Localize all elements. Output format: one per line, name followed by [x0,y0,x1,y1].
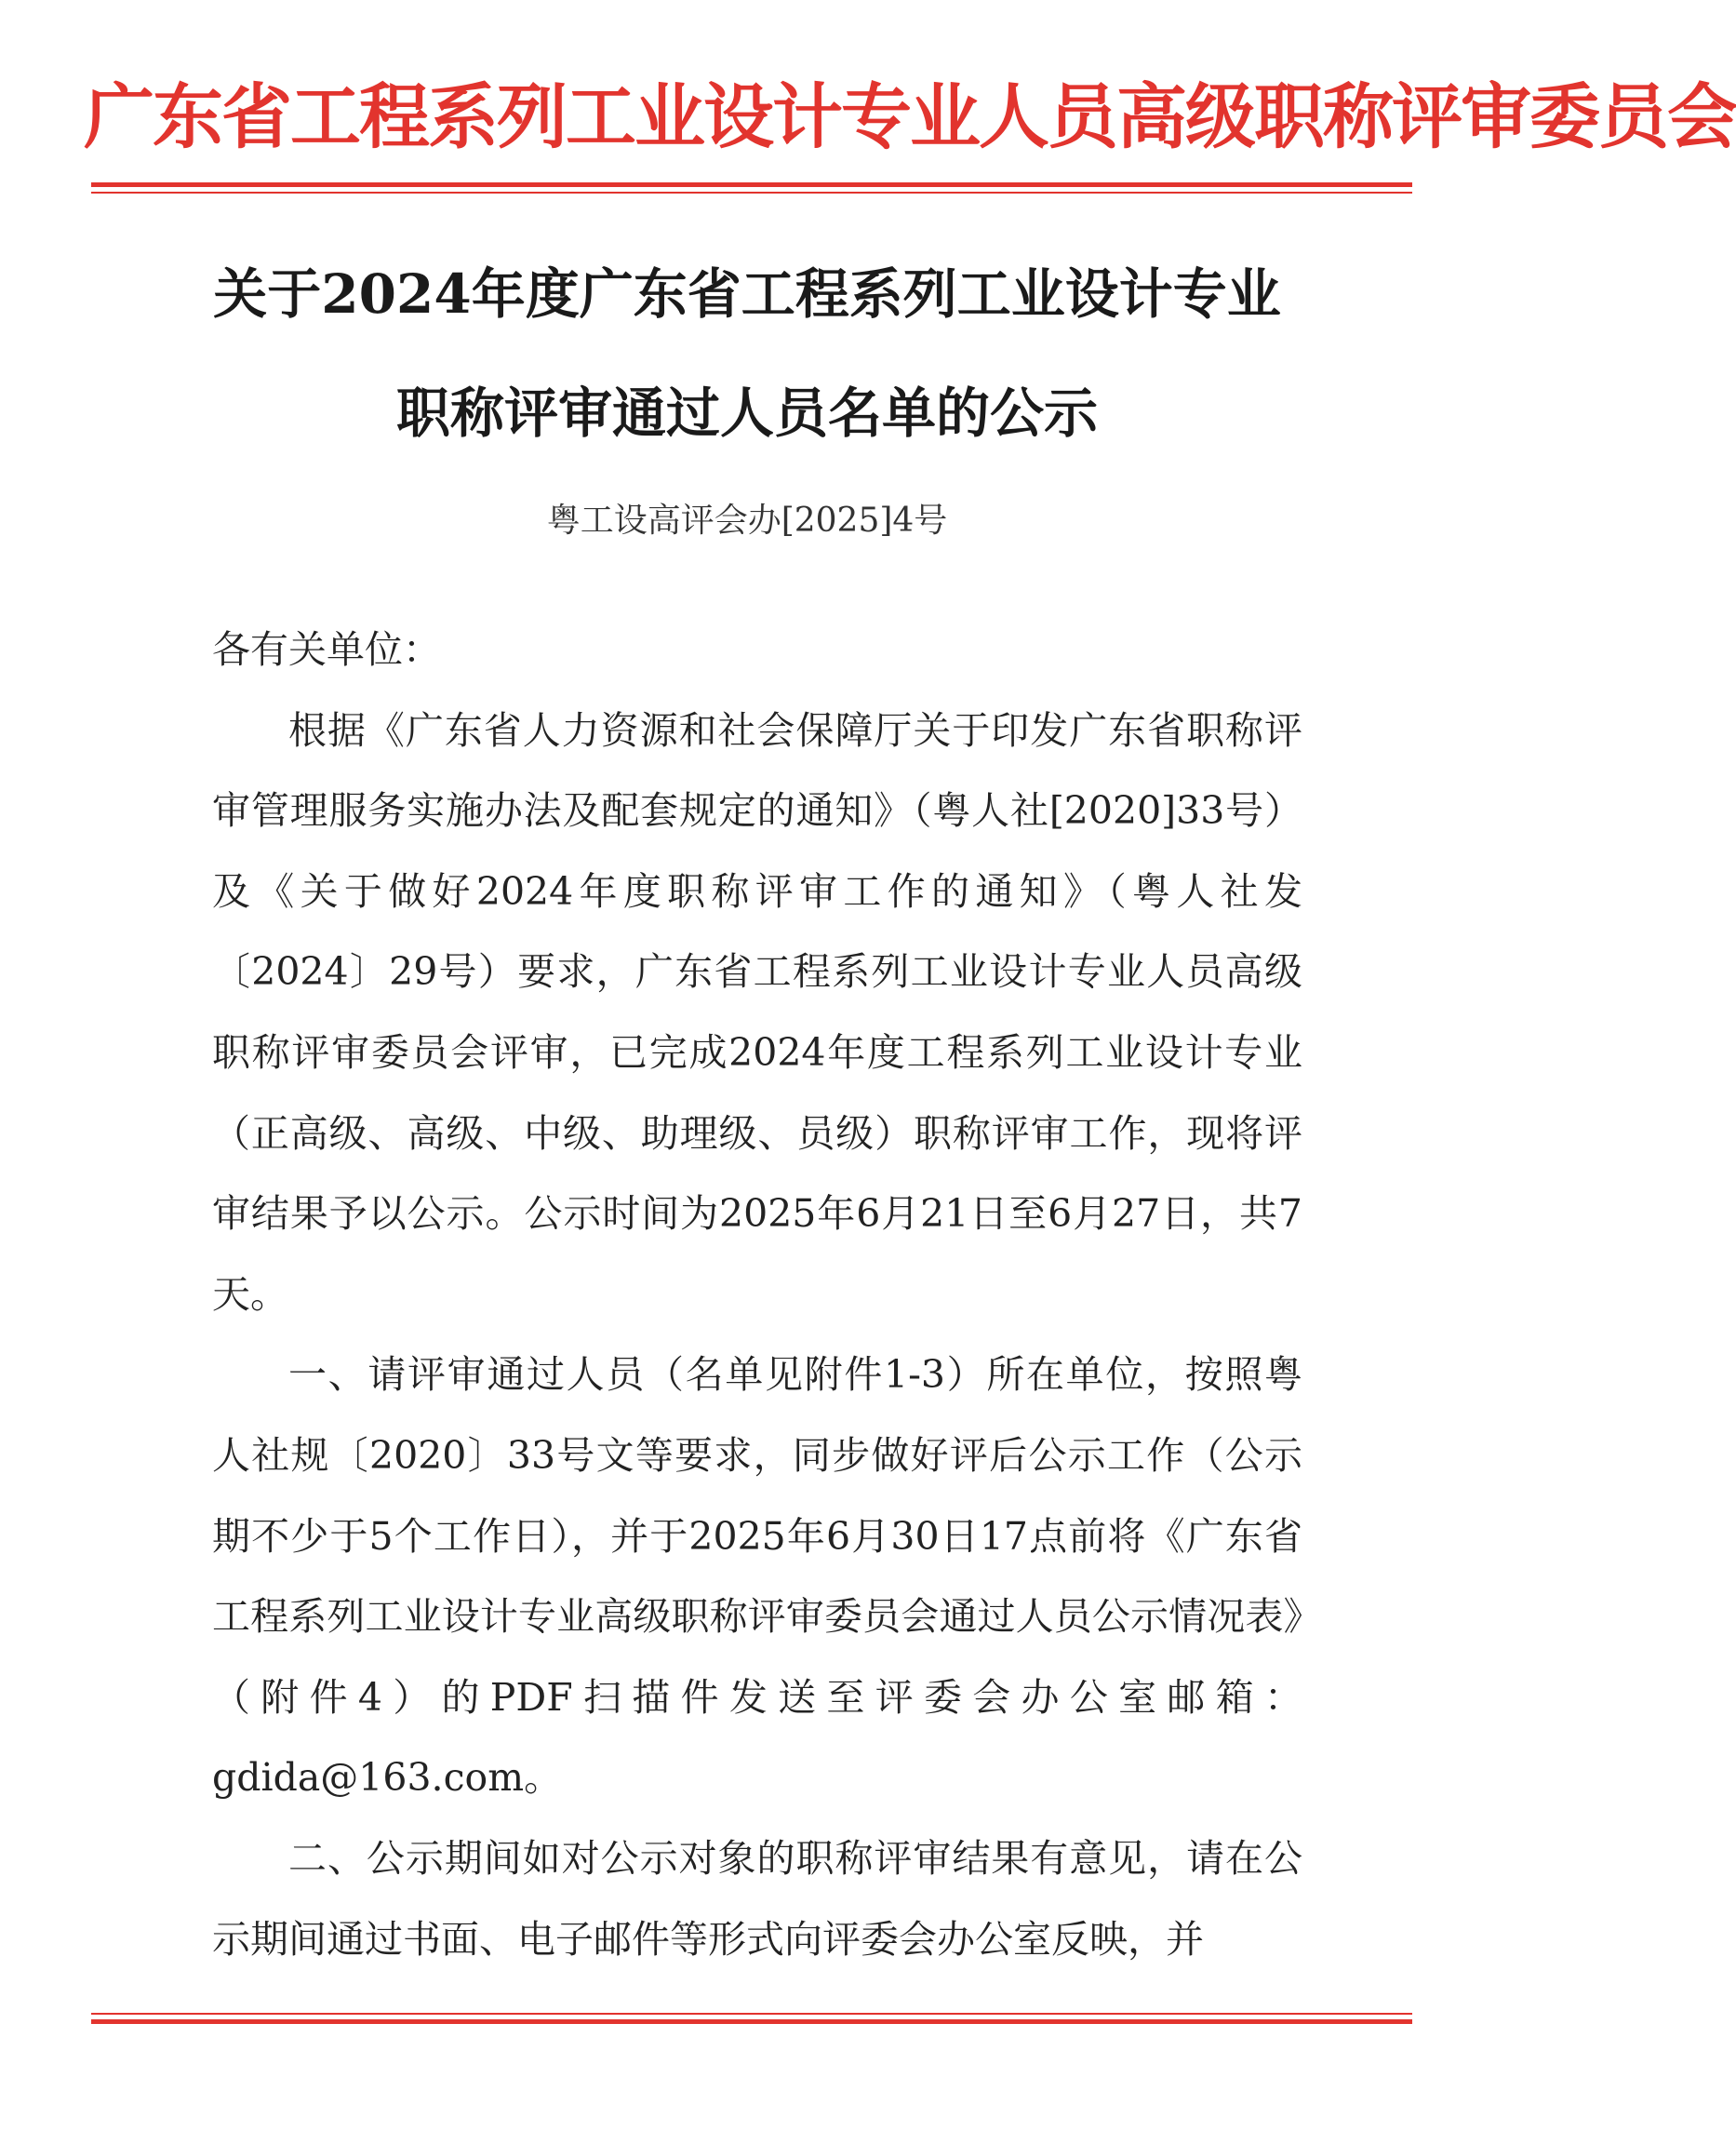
paragraph-2: 一、请评审通过人员（名单见附件1-3）所在单位，按照粤人社规〔2020〕33号文等要求，同步做好评后公示工作（公示期不少于5个工作日），并于2025年6月30日17点前将《广东省工程系列工业设计专业高级职称评审委员会通过人员公示情况表》（附件4）的PDF扫描件发送至评委会办公室邮箱：gdida@163.com。 [212,1352,1302,1801]
document-title-line-1: 关于2024年度广东省工程系列工业设计专业 [213,262,1281,326]
paragraph-3: 二、公示期间如对公示对象的职称评审结果有意见，请在公示期间通过书面、电子邮件等形式向评委会办公室反映，并 [212,1835,1302,1962]
salutation: 各有关单位： [212,627,441,672]
issuing-organization-header: 广东省工程系列工业设计专业人员高级职称评审委员会 [84,75,1736,158]
footer-rule-thin [91,2013,1412,2015]
paragraph-1: 根据《广东省人力资源和社会保障厅关于印发广东省职称评审管理服务实施办法及配套规定的通知》（粤人社[2020]33号）及《关于做好2024年度职称评审工作的通知》（粤人社发〔2024〕29号）要求，广东省工程系列工业设计专业人员高级职称评审委员会评审，已完成2024年度工程系列工业设计专业（正高级、高级、中级、助理级、员级）职称评审工作，现将评审结果予以公示。公示时间为2025年6月21日至6月27日，共7天。 [212,707,1302,1317]
footer-rule-thick [91,2019,1412,2024]
document-number: 粤工设高评会办[2025]4号 [546,502,948,540]
header-rule-thick [91,182,1412,187]
header-rule-thin [91,192,1412,194]
document-body [212,610,1302,1979]
document-title-line-2: 职称评审通过人员名单的公示 [395,382,1098,445]
